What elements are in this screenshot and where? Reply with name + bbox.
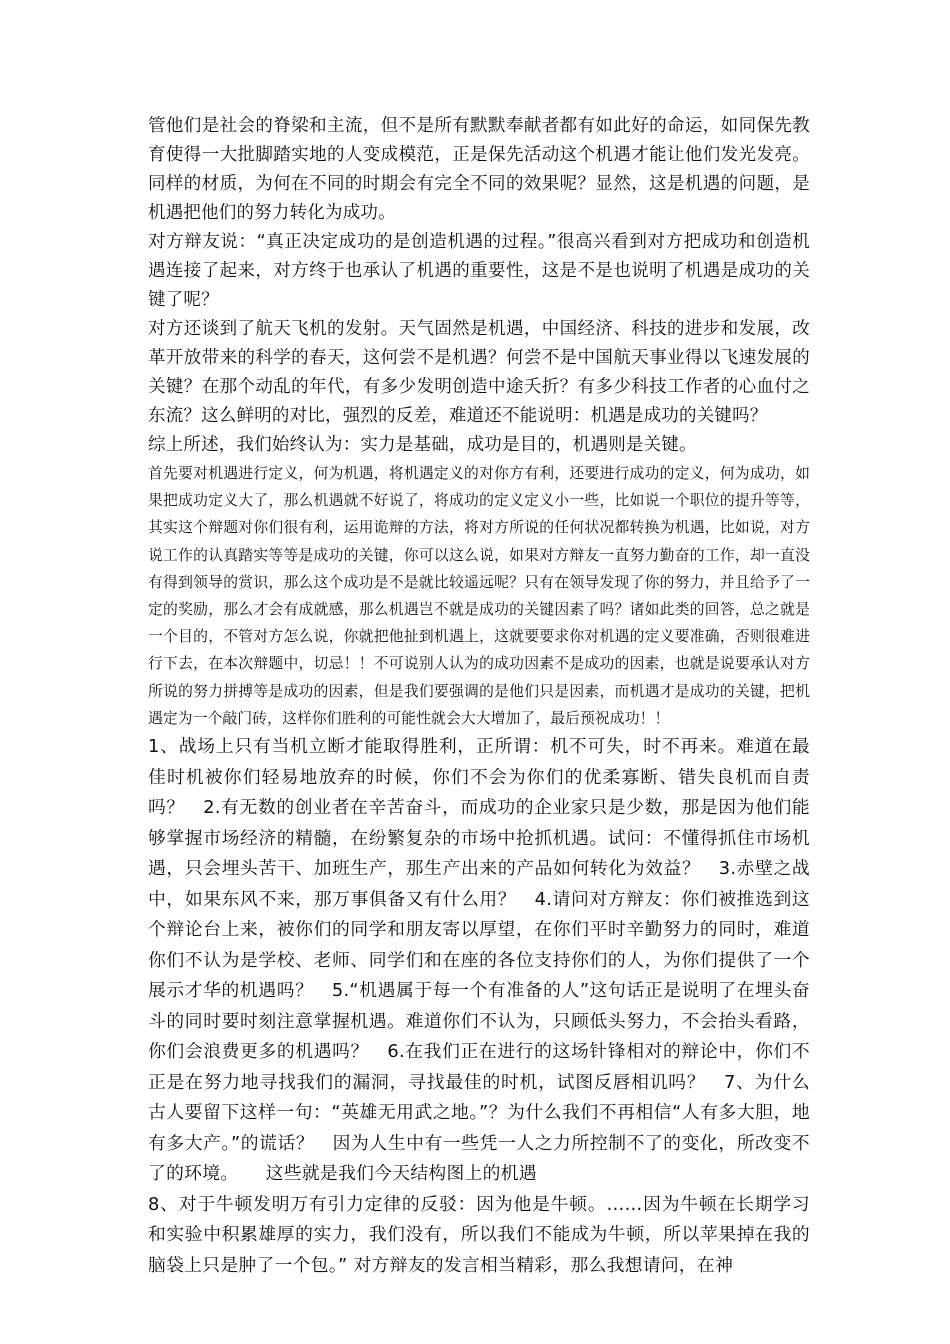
document-body: [148, 112, 810, 1281]
paragraph-strategy-advice: 首先要对机遇进行定义，何为机遇，将机遇定义的对你方有利，还要进行成功的定义，何为成功，如果把成功定义大了，那么机遇就不好说了，将成功的定义定义小一些，比如说一个职位的提升等等，其实这个辩题对你们很有利，运用诡辩的方法，将对方所说的任何状况都转换为机遇，比如说，对方说工作的认真踏实等等是成功的关键，你可以这么说，如果对方辩友一直努力勤奋的工作，却一直没有得到领导的赏识，那么这个成功是不是就比较遥远呢？只有在领导发现了你的努力，并且给予了一定的奖励，那么才会有成就感，那么机遇岂不就是成功的关键因素了吗？诸如此类的回答，总之就是一个目的，不管对方怎么说，你就把他扯到机遇上，这就要要求你对机遇的定义要准确，否则很难进行下去，在本次辩题中，切忌！！不可说别人认为的成功因素不是成功的因素，也就是说要承认对方所说的努力拼搏等是成功的因素，但是我们要强调的是他们只是因素，而机遇才是成功的关键，把机遇定为一个敲门砖，这样你们胜利的可能性就会大大增加了，最后预祝成功！！: [148, 465, 810, 727]
paragraph-rebuttal-creating-opportunity: 对方辩友说：“真正决定成功的是创造机遇的过程。”很高兴看到对方把成功和创造机遇连接了起来，对方终于也承认了机遇的重要性，这是不是也说明了机遇是成功的关键了呢？: [148, 232, 810, 310]
paragraph-conclusion: 综上所述，我们始终认为：实力是基础，成功是目的，机遇则是关键。: [148, 435, 697, 455]
paragraph-opening: 管他们是社会的脊梁和主流，但不是所有默默奉献者都有如此好的命运，如同保先教育使得一大批脚踏实地的人变成模范，正是保先活动这个机遇才能让他们发光发亮。同样的材质，为何在不同的时期会有完全不同的效果呢？显然，这是机遇的问题，是机遇把他们的努力转化为成功。: [148, 116, 810, 223]
paragraph-space-shuttle: 对方还谈到了航天飞机的发射。天气固然是机遇，中国经济、科技的进步和发展，改革开放带来的科学的春天，这何尝不是机遇？何尝不是中国航天事业得以飞速发展的关键？在那个动乱的年代，有多少发明创造中途夭折？有多少科技工作者的心血付之东流？这么鲜明的对比，强烈的反差，难道还不能说明：机遇是成功的关键吗？: [148, 319, 810, 426]
paragraph-newton-rebuttal: 8、对于牛顿发明万有引力定律的反驳：因为他是牛顿。……因为牛顿在长期学习和实验中积累雄厚的实力，我们没有，所以我们不能成为牛顿，所以苹果掉在我的脑袋上只是肿了一个包。” 对方辩友的发言相当精彩，那么我想请问，在神: [148, 1193, 810, 1276]
paragraph-numbered-arguments: 1、战场上只有当机立断才能取得胜利，正所谓：机不可失，时不再来。难道在最佳时机被你们轻易地放弃的时候，你们不会为你们的优柔寡断、错失良机而自责吗？ 2.有无数的创业者在辛苦奋斗，而成功的企业家只是少数，那是因为他们能够掌握市场经济的精髓，在纷繁复杂的市场中抢抓机遇。试问：不懂得抓住市场机遇，只会埋头苦干、加班生产，那生产出来的产品如何转化为效益？ 3.赤壁之战中，如果东风不来，那万事俱备又有什么用？ 4.请问对方辩友：你们被推选到这个辩论台上来，被你们的同学和朋友寄以厚望，在你们平时辛勤努力的同时，难道你们不认为是学校、老师、同学们和在座的各位支持你们的人，为你们提供了一个展示才华的机遇吗？ 5.“机遇属于每一个有准备的人”这句话正是说明了在埋头奋斗的同时要时刻注意掌握机遇。难道你们不认为，只顾低头努力，不会抬头看路，你们会浪费更多的机遇吗？ 6.在我们正在进行的这场针锋相对的辩论中，你们不正是在努力地寻找我们的漏洞，寻找最佳的时机，试图反唇相讥吗？ 7、为什么古人要留下这样一句：“英雄无用武之地。”？为什么我们不再相信“人有多大胆，地有多大产。”的谎话？ 因为人生中有一些凭一人之力所控制不了的变化，所改变不了的环境。 这些就是我们今天结构图上的机遇: [148, 736, 810, 1185]
